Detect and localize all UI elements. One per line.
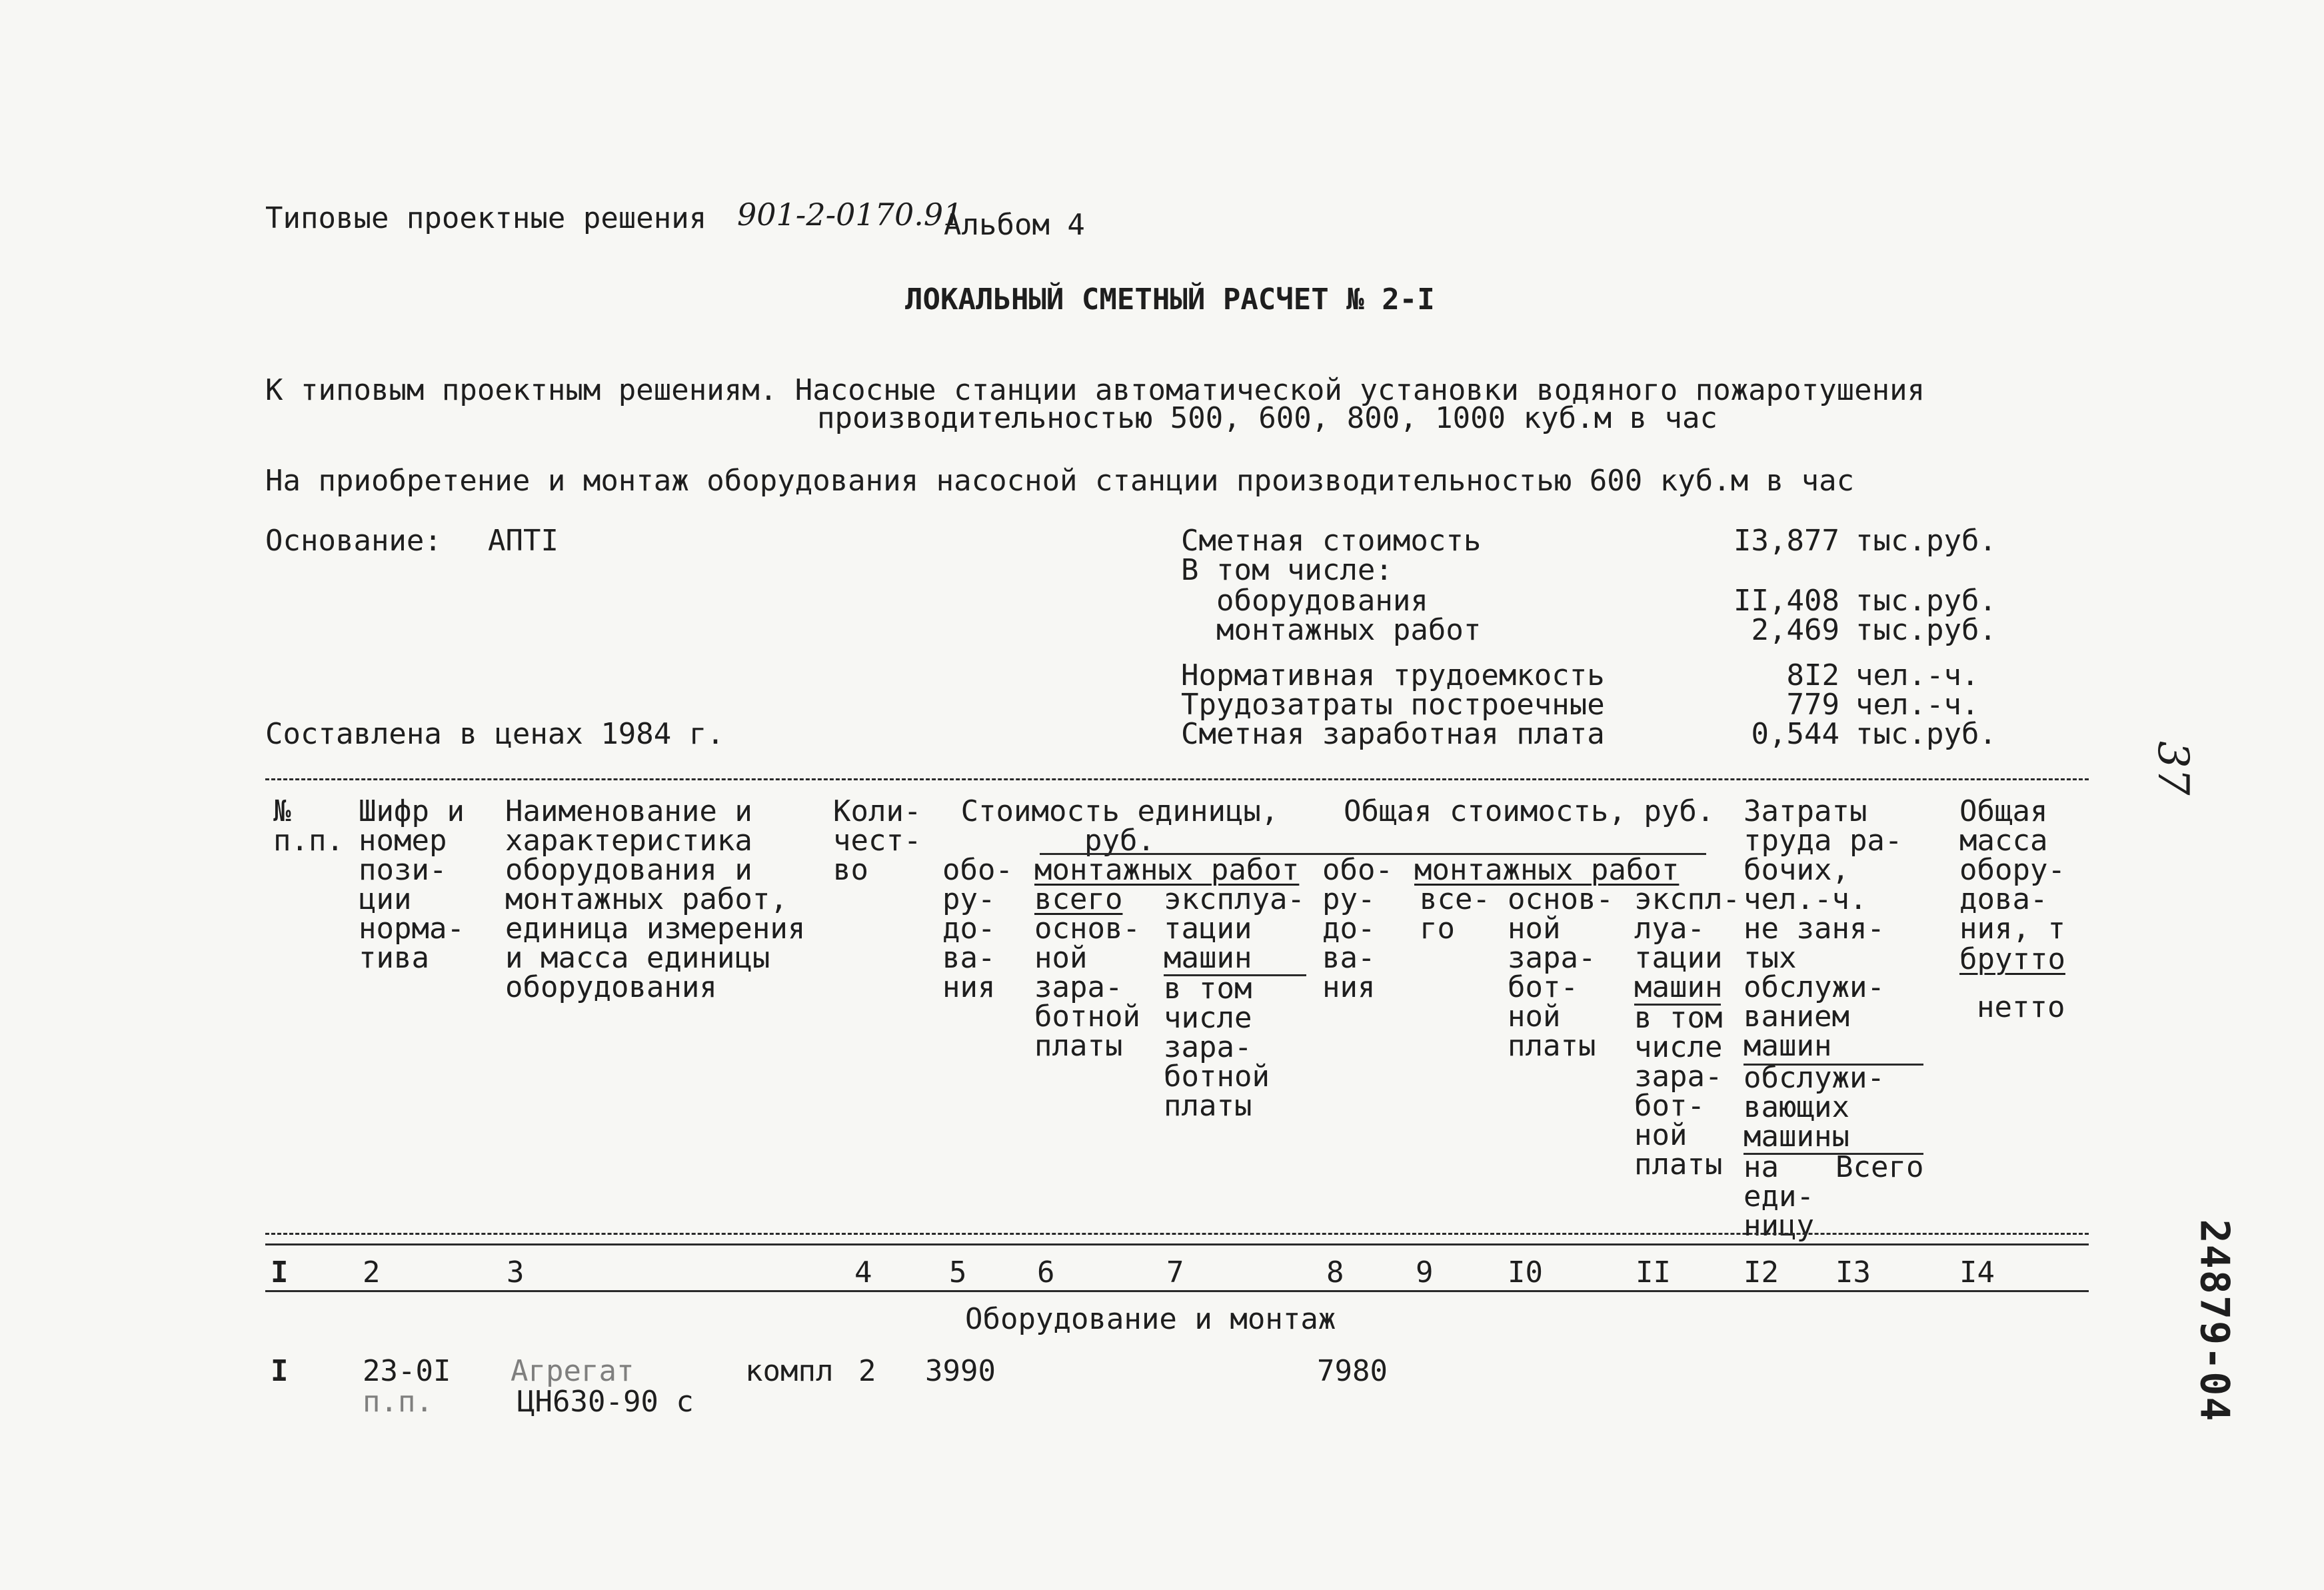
column-number: 2 [363, 1255, 381, 1289]
row-unit-equipment-cost: 3990 [925, 1354, 996, 1388]
summary-unit: чел.-ч. [1855, 688, 1979, 722]
header-col-7-top: эксплуа- тации машин [1164, 882, 1305, 975]
header-col-11-bottom: в том числе зара- бот- ной платы [1634, 1001, 1723, 1182]
header-col-12: на еди- ницу [1743, 1150, 1814, 1243]
summary-value: II,408 [1734, 584, 1839, 618]
header-col-8: обо- ру- до- ва- ния [1322, 853, 1393, 1004]
summary-label: Сметная стоимость [1181, 524, 1482, 558]
column-number: I0 [1508, 1255, 1543, 1289]
header-col-2: Шифр и номер пози- ции норма- тива [359, 794, 465, 975]
summary-label: Нормативная трудоемкость [1181, 658, 1605, 692]
numbers-top-rule [265, 1243, 2089, 1245]
summary-label: Сметная заработная плата [1181, 717, 1605, 751]
row-unit: компл [745, 1354, 834, 1388]
header-total-cost-group: Общая стоимость, руб. [1344, 794, 1715, 828]
column-number: 8 [1326, 1255, 1344, 1289]
basis-label: Основание: [265, 524, 442, 558]
header-col-3: Наименование и характеристика оборудования и монтажных работ, единица измерения и масса единицы оборудования [505, 794, 806, 1004]
column-number: I4 [1959, 1255, 1995, 1289]
album-label: Альбом 4 [944, 208, 1085, 242]
row-total-equipment-cost: 7980 [1317, 1354, 1388, 1388]
summary-unit: тыс.руб. [1855, 717, 1997, 751]
column-number: I2 [1743, 1255, 1779, 1289]
header-mass-netto: нетто [1977, 990, 2065, 1024]
summary-label: монтажных работ [1181, 613, 1482, 647]
table-top-rule [265, 778, 2089, 780]
header-col-13: Всего [1835, 1150, 1924, 1184]
header-mass-top: Общая масса обору- дова- ния, т [1959, 794, 2065, 946]
sheet-mark: 37 [2148, 741, 2197, 796]
document-title: ЛОКАЛЬНЫЙ СМЕТНЫЙ РАСЧЕТ № 2-I [905, 283, 1435, 317]
row-code: 23-0I [363, 1354, 451, 1388]
summary-unit: тыс.руб. [1855, 613, 1997, 647]
inventory-number: 24879-04 [2191, 1219, 2238, 1423]
summary-unit: тыс.руб. [1855, 584, 1997, 618]
header-unit-cost-group: Стоимость единицы, руб. [960, 794, 1279, 858]
header-col-6-top: всего [1034, 882, 1123, 916]
header-col-5: обо- ру- до- ва- ния [942, 853, 1013, 1004]
header-col-10: основ- ной зара- бот- ной платы [1508, 882, 1614, 1063]
column-number: 9 [1416, 1255, 1434, 1289]
header-labor-mid: обслужи- вающих машины [1743, 1061, 1885, 1154]
numbers-bottom-rule [265, 1290, 2089, 1292]
doc-code: 901-2-0170.91 [737, 197, 963, 233]
header-mount-works-2: монтажных работ [1414, 853, 1680, 887]
header-col-6-bottom: основ- ной зара- ботной платы [1034, 912, 1140, 1063]
row-code-2: п.п. [363, 1385, 433, 1419]
column-number: 7 [1166, 1255, 1184, 1289]
row-quantity: 2 [858, 1354, 876, 1388]
header-mount-works-1: монтажных работ [1034, 853, 1300, 887]
header-col-11-top: экспл- луа- тации машин [1634, 882, 1740, 1004]
column-number: 4 [854, 1255, 872, 1289]
header-prefix: Типовые проектные решения [265, 201, 707, 235]
purpose-line: На приобретение и монтаж оборудования насосной станции производительностью 600 куб.м в час [265, 464, 1855, 498]
summary-value: 779 [1786, 688, 1839, 722]
summary-unit: чел.-ч. [1855, 658, 1979, 692]
basis-value: АПТI [488, 524, 559, 558]
column-number: I3 [1835, 1255, 1871, 1289]
row-name-2: ЦН630-90 с [517, 1385, 694, 1419]
header-col-9: все- го [1420, 882, 1490, 946]
prices-year: Составлена в ценах 1984 г. [265, 717, 724, 751]
header-col-4: Коли- чест- во [833, 794, 922, 887]
summary-unit: тыс.руб. [1855, 524, 1997, 558]
summary-value: 2,469 [1751, 613, 1839, 647]
header-mass-brutto: брутто [1959, 942, 2065, 976]
intro-line-1: К типовым проектным решениям. Насосные станции автоматической установки водяного пожаротушения [265, 373, 1925, 407]
column-number: 6 [1037, 1255, 1055, 1289]
column-number: 3 [507, 1255, 525, 1289]
summary-value: 8I2 [1786, 658, 1839, 692]
summary-label: В том числе: [1181, 553, 1393, 587]
row-name: Агрегат [511, 1354, 634, 1388]
header-col-1: № п.п. [273, 794, 344, 858]
header-labor-top: Затраты труда ра- бочих, чел.-ч. не заня- тых обслужи- ванием машин [1743, 794, 1903, 1063]
summary-value: 0,544 [1751, 717, 1839, 751]
column-number: II [1636, 1255, 1671, 1289]
header-bottom-rule [265, 1233, 2089, 1235]
section-title: Оборудование и монтаж [965, 1302, 1336, 1336]
header-col-7-bottom: в том числе зара- ботной платы [1164, 972, 1270, 1123]
summary-label: Трудозатраты построечные [1181, 688, 1605, 722]
column-number: I [271, 1255, 289, 1289]
row-number: I [271, 1354, 289, 1388]
intro-line-2: производительностью 500, 600, 800, 1000 куб.м в час [817, 401, 1718, 435]
column-number: 5 [949, 1255, 967, 1289]
summary-value: I3,877 [1734, 524, 1839, 558]
summary-label: оборудования [1181, 584, 1428, 618]
